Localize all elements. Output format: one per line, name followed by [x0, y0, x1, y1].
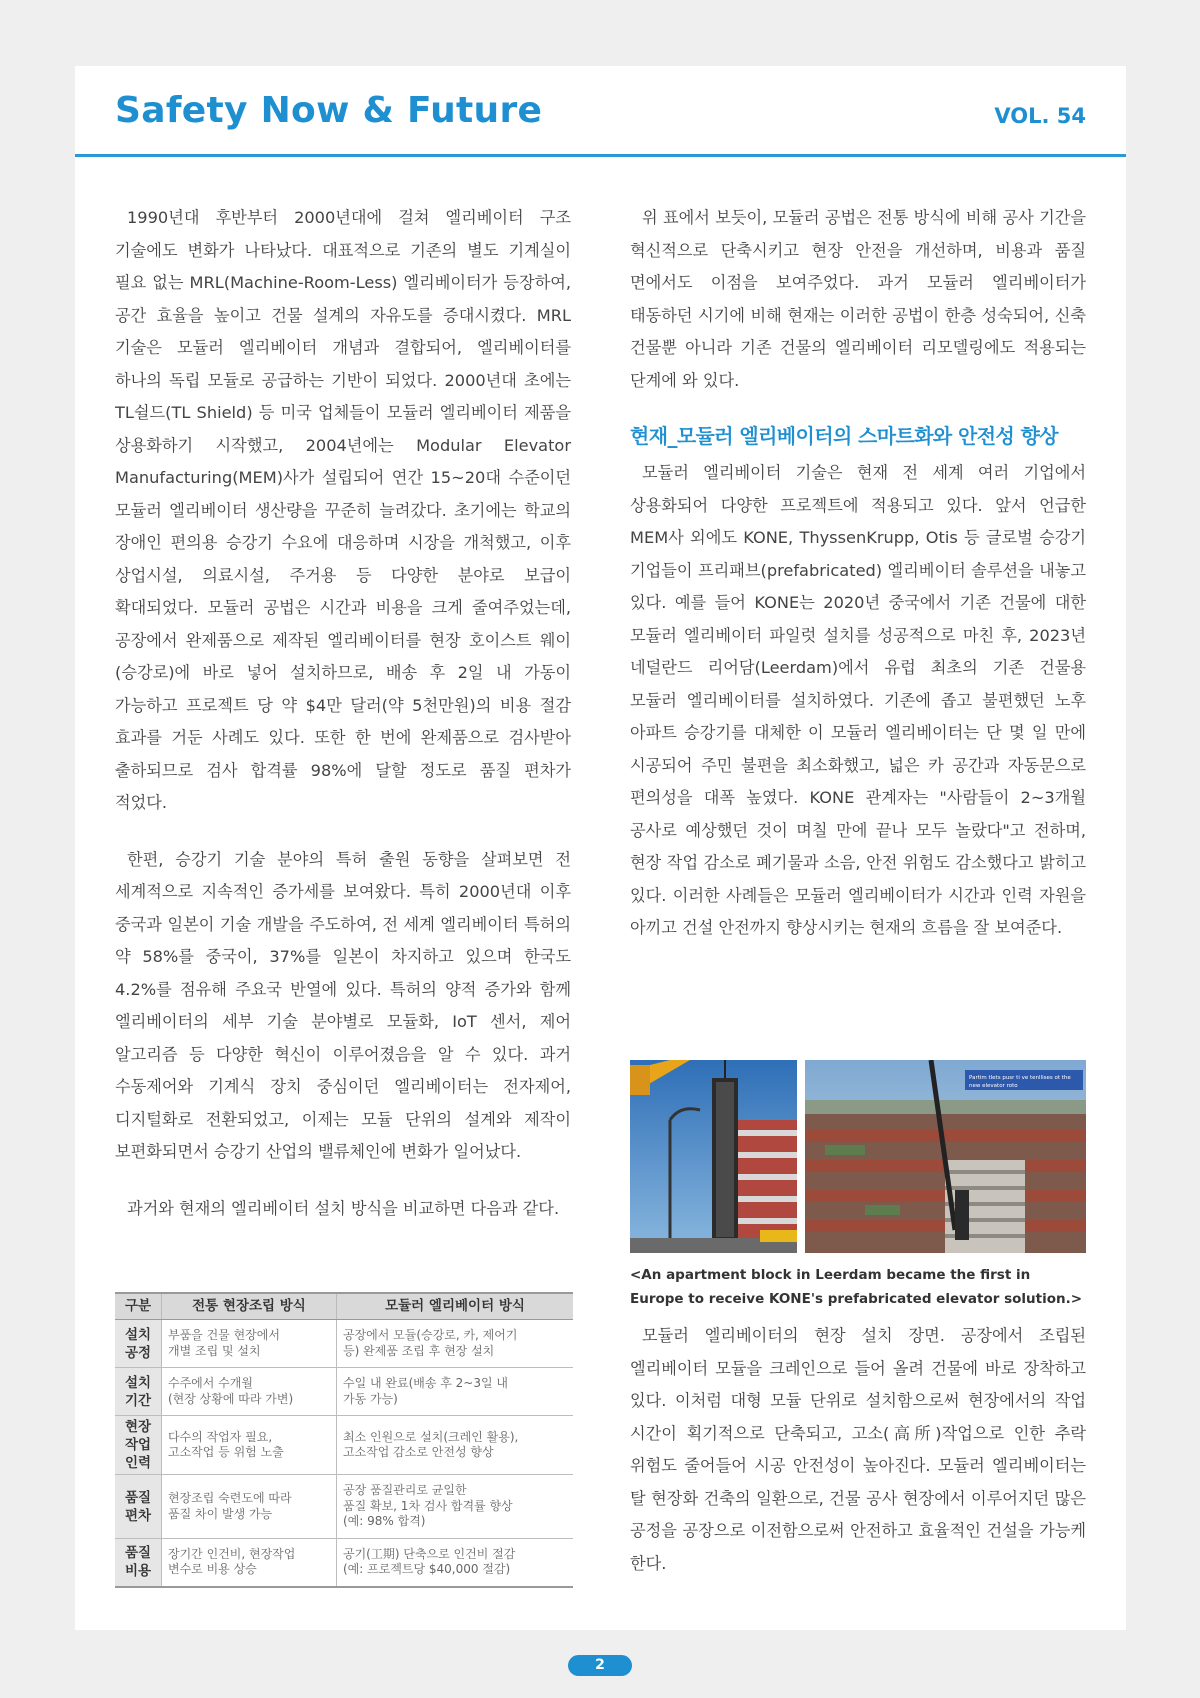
table-row — [115, 1539, 573, 1587]
page-number: 2 — [568, 1655, 632, 1676]
magazine-page — [75, 66, 1126, 1630]
table-row — [115, 1475, 573, 1539]
table-header-row — [115, 1293, 573, 1320]
left-column — [115, 202, 571, 1225]
comparison-table — [115, 1292, 573, 1588]
table-cell: 공장에서 모듈(승강로, 카, 제어기 등) 완제품 조립 후 현장 설치 — [337, 1320, 574, 1368]
table-row — [115, 1416, 573, 1475]
table-cell: 다수의 작업자 필요, 고소작업 등 위험 노출 — [162, 1416, 337, 1475]
table-cell: 수일 내 완료(배송 후 2~3일 내 가동 가능) — [337, 1368, 574, 1416]
row-label: 설치 기간 — [115, 1368, 162, 1416]
svg-text:new elevator roto: new elevator roto — [969, 1083, 1018, 1089]
aerial-leerdam-photo — [805, 1060, 1086, 1253]
right-column — [630, 202, 1086, 945]
photo-overlay-text: Partim tlets pusr ti ve tenllises ot the — [969, 1075, 1071, 1081]
row-label: 품질 비용 — [115, 1539, 162, 1587]
body-paragraph: 위 표에서 보듯이, 모듈러 공법은 전통 방식에 비해 공사 기간을 혁신적으로 단축시키고 현장 안전을 개선하며, 비용과 품질 면에서도 이점을 보여주었다. 과거 모듈러 엘리베이터가 태동하던 시기에 비해 현재는 이러한 공법이 한층 성숙되어, 신축 건물뿐 아니라 기존 건물의 엘리베이터 리모델링에도 적용되는 단계에 와 있다. — [630, 208, 1086, 390]
table-cell: 현장조립 숙련도에 따라 품질 차이 발생 가능 — [162, 1475, 337, 1539]
right-column-closing — [630, 1320, 1086, 1580]
row-label: 품질 편차 — [115, 1475, 162, 1539]
table-row — [115, 1320, 573, 1368]
section-heading: 현재_모듈러 엘리베이터의 스마트화와 안전성 향상 — [630, 424, 1058, 448]
table-cell: 공기(工期) 단축으로 인건비 절감 (예: 프로젝트당 $40,000 절감) — [337, 1539, 574, 1587]
volume-label: VOL. 54 — [994, 104, 1086, 128]
photo-caption: <An apartment block in Leerdam became the first in Europe to receive KONE's prefabricated elevator solution.> — [630, 1267, 1083, 1307]
table-cell: 공장 품질관리로 균일한 품질 확보, 1차 검사 합격률 향상 (예: 98% 합격) — [337, 1475, 574, 1539]
elevator-installation-photo — [630, 1060, 797, 1253]
table-cell: 부품을 건물 현장에서 개별 조립 및 설치 — [162, 1320, 337, 1368]
body-paragraph: 1990년대 후반부터 2000년대에 걸쳐 엘리베이터 구조 기술에도 변화가 나타났다. 대표적으로 기존의 별도 기계실이 필요 없는 MRL(Machine-Room-Less) 엘리베이터가 등장하여, 공간 효율을 높이고 건물 설계의 자유도를 증대시켰다. MRL 기술은 모듈러 엘리베이터 개념과 결합되어, 엘리베이터를 하나의 독립 모듈로 공급하는 기반이 되었다. 2000년대 초에는 TL쉴드(TL Shield) 등 미국 업체들이 모듈러 엘리베이터 제품을 상용화하기 시작했고, 2004년에는 Modular Elevator Manufacturing(MEM)사가 설립되어 연간 15~20대 수준이던 모듈러 엘리베이터 생산량을 꾸준히 늘려갔다. 초기에는 학교의 장애인 편의용 승강기 수요에 대응하며 시장을 개척했고, 이후 상업시설, 의료시설, 주거용 등 다양한 분야로 보급이 확대되었다. 모듈러 공법은 시간과 비용을 크게 줄여주었는데, 공장에서 완제품으로 제작된 엘리베이터를 현장 호이스트 웨이(승강로)에 바로 넣어 설치하므로, 배송 후 2일 내 가동이 가능하고 프로젝트 당 약 $4만 달러(약 5천만원)의 비용 절감 효과를 거둔 사례도 있다. 또한 한 번에 완제품으로 검사받아 출하되므로 검사 합격률 98%에 달할 정도로 품질 편차가 적었다. — [115, 208, 571, 812]
table-row — [115, 1368, 573, 1416]
row-label: 설치 공정 — [115, 1320, 162, 1368]
table-header: 전통 현장조립 방식 — [162, 1293, 337, 1320]
page-header — [75, 66, 1126, 157]
table-cell: 장기간 인건비, 현장작업 변수로 비용 상승 — [162, 1539, 337, 1587]
body-paragraph: 과거와 현재의 엘리베이터 설치 방식을 비교하면 다음과 같다. — [127, 1198, 560, 1218]
table-header: 구분 — [115, 1293, 162, 1320]
body-paragraph: 모듈러 엘리베이터의 현장 설치 장면. 공장에서 조립된 엘리베이터 모듈을 크레인으로 들어 올려 건물에 바로 장착하고 있다. 이처럼 대형 모듈 단위로 설치함으로써 현장에서의 작업 시간이 획기적으로 단축되고, 고소(高所)작업으로 인한 추락 위험도 줄어들어 시공 안전성이 높아진다. 모듈러 엘리베이터는 탈 현장화 건축의 일환으로, 건물 공사 현장에서 이루어지던 많은 공정을 공장으로 이전함으로써 안전하고 효율적인 건설을 가능케 한다. — [630, 1326, 1086, 1573]
magazine-title: Safety Now & Future — [115, 90, 543, 131]
table-cell: 수주에서 수개월 (현장 상황에 따라 가변) — [162, 1368, 337, 1416]
table-header: 모듈러 엘리베이터 방식 — [337, 1293, 574, 1320]
table-cell: 최소 인원으로 설치(크레인 활용), 고소작업 감소로 안전성 향상 — [337, 1416, 574, 1475]
row-label: 현장 작업 인력 — [115, 1416, 162, 1475]
body-paragraph: 한편, 승강기 기술 분야의 특허 출원 동향을 살펴보면 전 세계적으로 지속적인 증가세를 보여왔다. 특히 2000년대 이후 중국과 일본이 기술 개발을 주도하여, 전 세계 엘리베이터 특허의 약 58%를 중국이, 37%를 일본이 차지하고 있으며 한국도 4.2%를 점유해 주요국 반열에 있다. 특허의 양적 증가와 함께 엘리베이터의 세부 기술 분야별로 모듈화, IoT 센서, 제어 알고리즘 등 다양한 혁신이 이루어졌음을 알 수 있다. 과거 수동제어와 기계식 장치 중심이던 엘리베이터는 전자제어, 디지털화로 전환되었고, 이제는 모듈 단위의 설계와 제작이 보편화되면서 승강기 산업의 밸류체인에 변화가 일어났다. — [115, 849, 571, 1161]
body-paragraph: 모듈러 엘리베이터 기술은 현재 전 세계 여러 기업에서 상용화되어 다양한 프로젝트에 적용되고 있다. 앞서 언급한 MEM사 외에도 KONE, ThyssenKrupp, Otis 등 글로벌 승강기 기업들이 프리패브(prefabricated) 엘리베이터 솔루션을 내놓고 있다. 예를 들어 KONE는 2020년 중국에서 기존 건물에 대한 모듈러 엘리베이터 파일럿 설치를 성공적으로 마친 후, 2023년 네덜란드 리어담(Leerdam)에서 유럽 최초의 기존 건물용 모듈러 엘리베이터를 설치하였다. 기존에 좁고 불편했던 노후 아파트 승강기를 대체한 이 모듈러 엘리베이터는 단 몇 일 만에 시공되어 주민 불편을 최소화했고, 넓은 카 공간과 자동문으로 편의성을 대폭 높였다. KONE 관계자는 "사람들이 2~3개월 공사로 예상했던 것이 며칠 만에 끝나 모두 놀랐다"고 전하며, 현장 작업 감소로 폐기물과 소음, 안전 위험도 감소했다고 밝히고 있다. 이러한 사례들은 모듈러 엘리베이터가 시간과 인력 자원을 아끼고 건설 안전까지 향상시키는 현재의 흐름을 잘 보여준다. — [630, 463, 1086, 937]
